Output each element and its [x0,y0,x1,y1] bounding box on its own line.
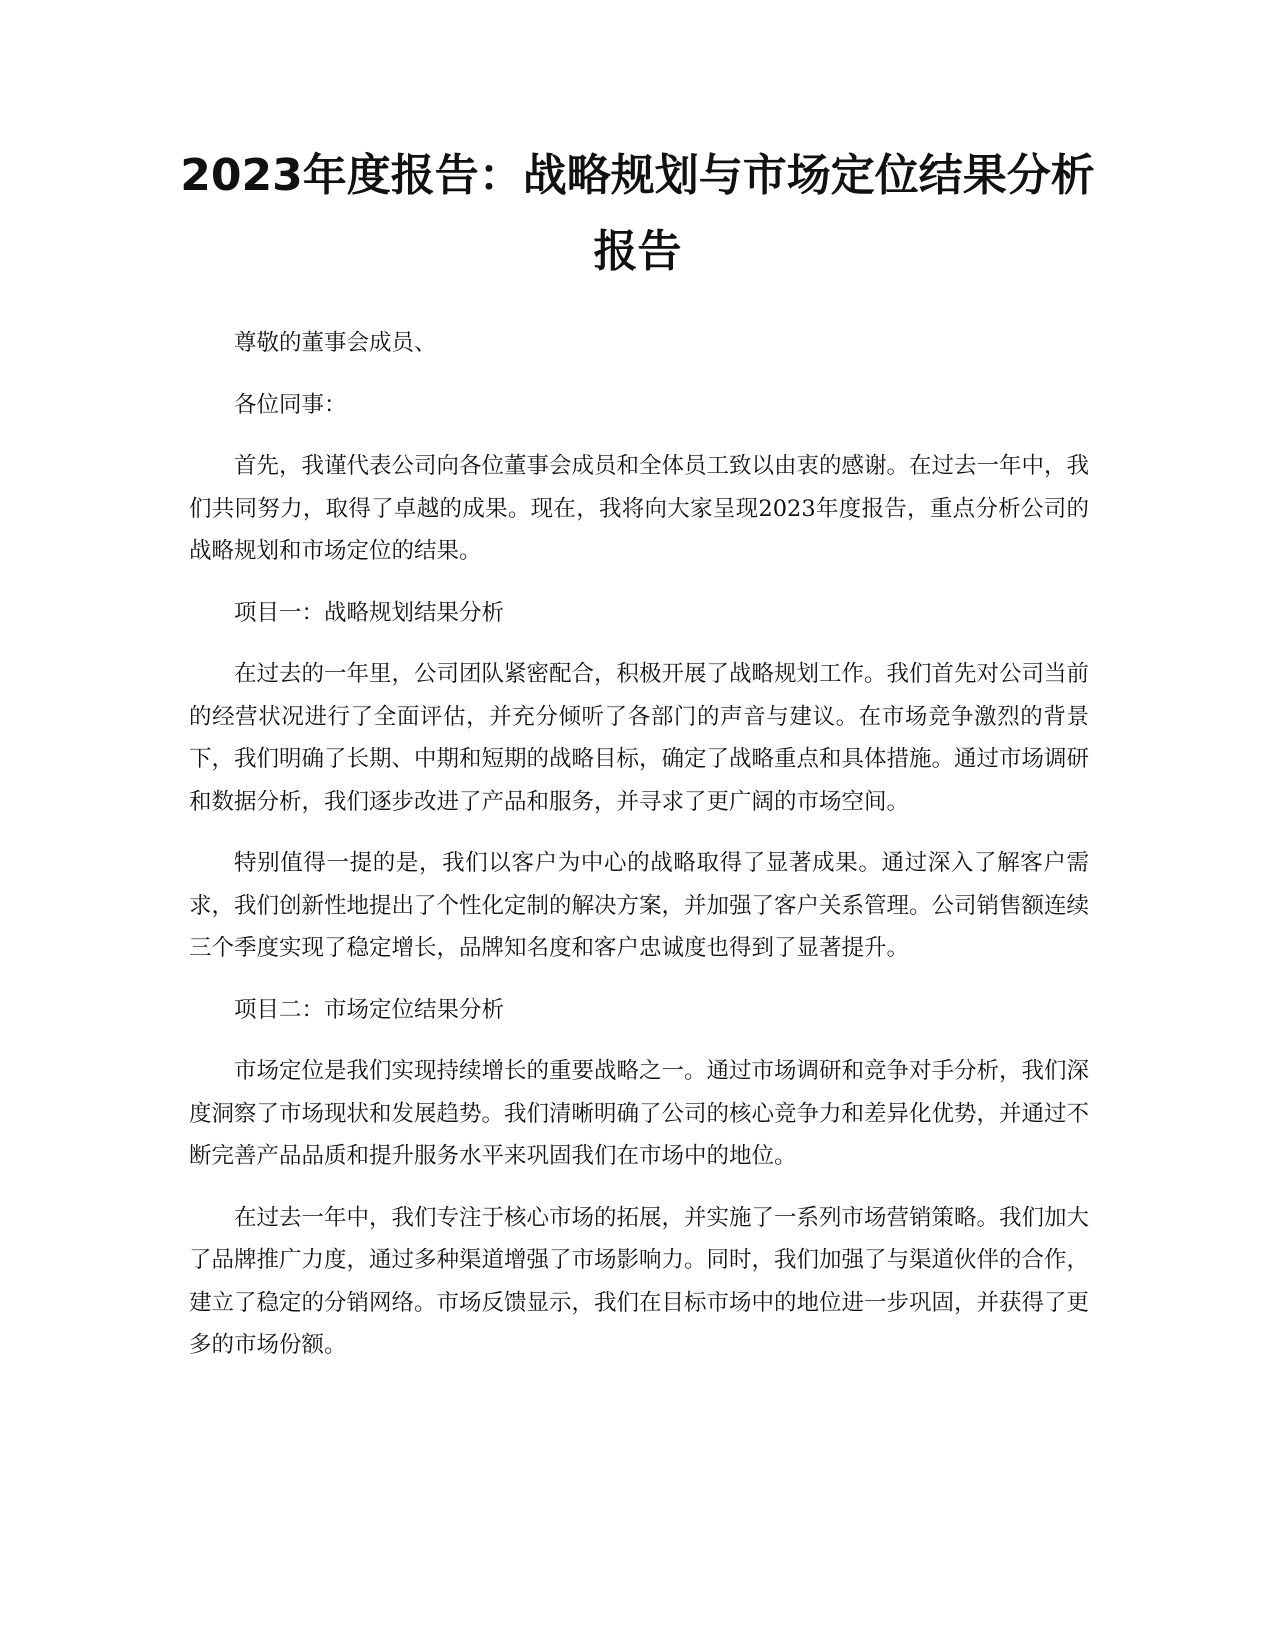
section-heading-market: 项目二：市场定位结果分析 [234,996,505,1023]
body-paragraph: 特别值得一提的是，我们以客户为中心的战略取得了显著成果。通过深入了解客户需求，我们创新性地提出了个性化定制的解决方案，并加强了客户关系管理。公司销售额连续三个季度实现了稳定增长，品牌知名度和客户忠诚度也得到了显著提升。 [189,850,1090,961]
document-body [189,322,1089,1386]
body-paragraph: 在过去一年中，我们专注于核心市场的拓展，并实施了一系列市场营销策略。我们加大了品牌推广力度，通过多种渠道增强了市场影响力。同时，我们加强了与渠道伙伴的合作，建立了稳定的分销网络。市场反馈显示，我们在目标市场中的地位进一步巩固，并获得了更多的市场份额。 [189,1204,1090,1358]
document-title: 2023年度报告：战略规划与市场定位结果分析报告 [180,150,1095,277]
intro-paragraph: 首先，我谨代表公司向各位董事会成员和全体员工致以由衷的感谢。在过去一年中，我们共同努力，取得了卓越的成果。现在，我将向大家呈现2023年度报告，重点分析公司的战略规划和市场定位的结果。 [189,453,1090,564]
salutation-line: 尊敬的董事会成员、 [234,330,437,356]
salutation-line: 各位同事： [234,391,347,418]
section-heading-strategy: 项目一：战略规划结果分析 [234,599,505,626]
body-paragraph: 市场定位是我们实现持续增长的重要战略之一。通过市场调研和竞争对手分析，我们深度洞察了市场现状和发展趋势。我们清晰明确了公司的核心竞争力和差异化优势，并通过不断完善产品品质和提升服务水平来巩固我们在市场中的地位。 [189,1058,1090,1169]
body-paragraph: 在过去的一年里，公司团队紧密配合，积极开展了战略规划工作。我们首先对公司当前的经营状况进行了全面评估，并充分倾听了各部门的声音与建议。在市场竞争激烈的背景下，我们明确了长期、中期和短期的战略目标，确定了战略重点和具体措施。通过市场调研和数据分析，我们逐步改进了产品和服务，并寻求了更广阔的市场空间。 [189,661,1090,815]
